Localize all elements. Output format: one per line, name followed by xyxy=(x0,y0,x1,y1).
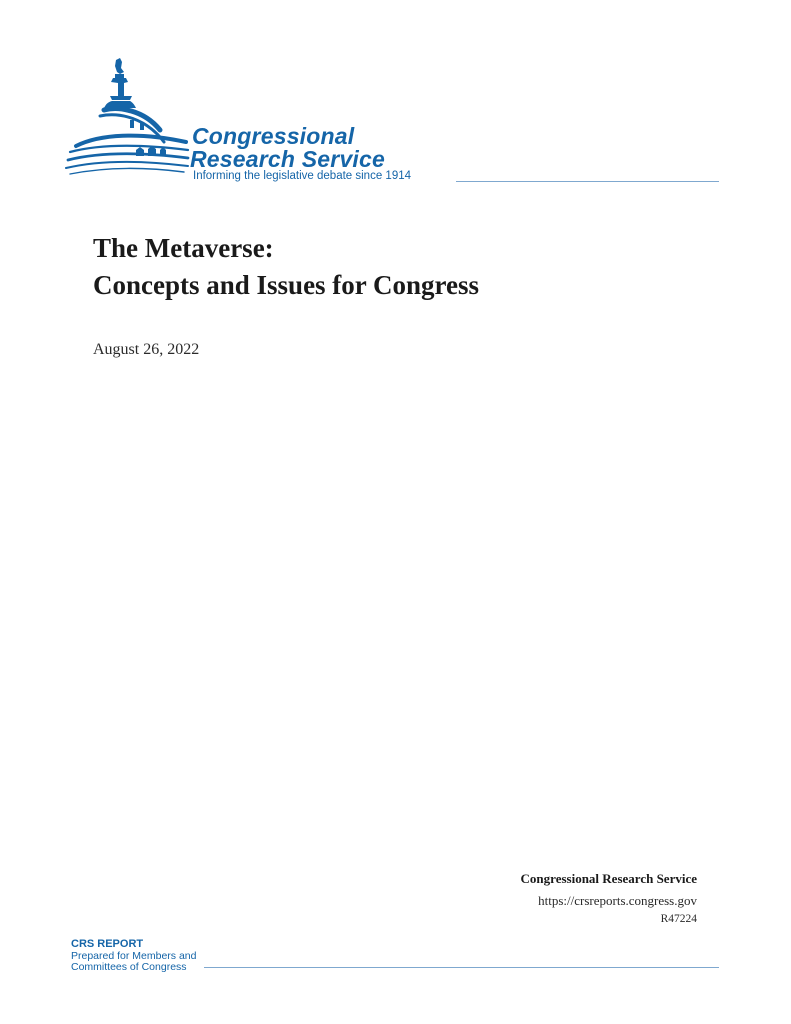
report-id: R47224 xyxy=(660,913,697,925)
document-date: August 26, 2022 xyxy=(93,341,200,358)
logo-name-line1: Congressional xyxy=(192,123,355,149)
logo-tagline: Informing the legislative debate since 1914 xyxy=(193,170,412,182)
publisher-block xyxy=(521,872,697,926)
publisher-url: https://crsreports.congress.gov xyxy=(538,893,697,908)
footer-line2: Committees of Congress xyxy=(71,960,187,973)
capitol-dome-icon xyxy=(60,52,190,187)
publisher-name: Congressional Research Service xyxy=(520,871,697,886)
document-title-line2: Concepts and Issues for Congress xyxy=(93,270,480,300)
footer-label: CRS REPORT xyxy=(71,938,144,950)
footer-divider xyxy=(204,967,719,968)
logo-name-line2: Research Service xyxy=(190,146,386,172)
document-title-line1: The Metaverse: xyxy=(93,233,274,263)
header-divider xyxy=(456,181,719,182)
footer-block xyxy=(71,939,196,973)
footer-line1: Prepared for Members and xyxy=(71,949,197,962)
